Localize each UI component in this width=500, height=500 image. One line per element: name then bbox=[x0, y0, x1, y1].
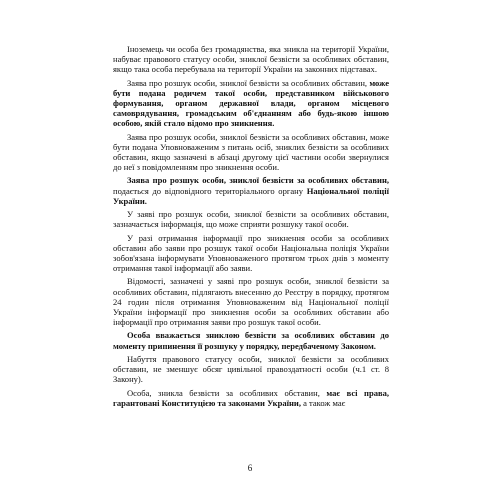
bold-text-segment: Заява про розшук особи, зниклої безвісти за особливих обставин, bbox=[127, 175, 389, 186]
text-segment: Іноземець чи особа без громадянства, яка зникла на території України, набуває правового статусу особи, зниклої безвісти за особливих обставин, якщо така особа перебувала на території України на законних підставах. bbox=[113, 44, 389, 75]
text-segment: Відомості, зазначені у заяві про розшук особи, зниклої безвісти за особливих обставин, підлягають внесенню до Реєстру в порядку, протягом 24 годин після отримання Уповноваженим від Національної поліції України інформації про зникнення особи за особливих обставин або інформації про отримання заяви про розшук такої особи. bbox=[113, 276, 389, 328]
text-segment: У разі отримання інформації про зникнення особи за особливих обставин або заяви про розшук такої особи Національна поліція України зобов'язана інформувати Уповноваженого протягом трьох днів з моменту отримання такої інформації або заяви. bbox=[113, 232, 389, 274]
paragraph bbox=[113, 175, 389, 205]
paragraph bbox=[113, 233, 389, 274]
paragraph bbox=[113, 44, 389, 74]
bold-text-segment: має всі права, гарантовані Конституцією та законами України, bbox=[113, 387, 389, 408]
paragraph bbox=[113, 330, 389, 350]
bold-text-segment: може бути подана родичем такої особи, представником військового формування, органом державної влади, органом місцевого самоврядування, громадським об'єднанням або будь-якою іншою особою, якій стало відомо про зникнення. bbox=[113, 77, 389, 129]
paragraph bbox=[113, 388, 389, 408]
bold-text-segment: Національної поліції України. bbox=[113, 185, 389, 206]
paragraph bbox=[113, 78, 389, 129]
text-segment: подається до відповідного територіального органу bbox=[113, 185, 307, 196]
text-segment: Заява про розшук особи, зниклої безвісти за особливих обставин, bbox=[127, 77, 370, 88]
text-segment: Заява про розшук особи, зниклої безвісти за особливих обставин, може бути подана Уповноваженим з питань осіб, зниклих безвісти за особливих обставин, якщо зазначені в абзаці другому цієї частини особи звернулися до неї з повідомленням про зникнення особи. bbox=[113, 131, 389, 173]
paragraph bbox=[113, 209, 389, 229]
text-segment: Особа, зникла безвісти за особливих обставин, bbox=[127, 387, 327, 398]
body-text bbox=[113, 44, 389, 411]
bold-text-segment: Особа вважається зниклою безвісти за особливих обставин до моменту припинення її розшуку у порядку, передбаченому Законом. bbox=[113, 330, 389, 351]
text-segment: а також має bbox=[300, 397, 346, 408]
paragraph bbox=[113, 276, 389, 327]
page-number: 6 bbox=[247, 463, 253, 473]
text-segment: Набуття правового статусу особи, зниклої безвісти за особливих обставин, не зменшує обсяг цивільної правоздатності особи (ч.1 ст. 8 Закону). bbox=[113, 353, 389, 385]
paragraph bbox=[113, 132, 389, 173]
paragraph bbox=[113, 354, 389, 384]
text-segment: У заяві про розшук особи, зниклої безвісти за особливих обставин, зазначається інформація, що може сприяти розшуку такої особи. bbox=[113, 209, 389, 230]
